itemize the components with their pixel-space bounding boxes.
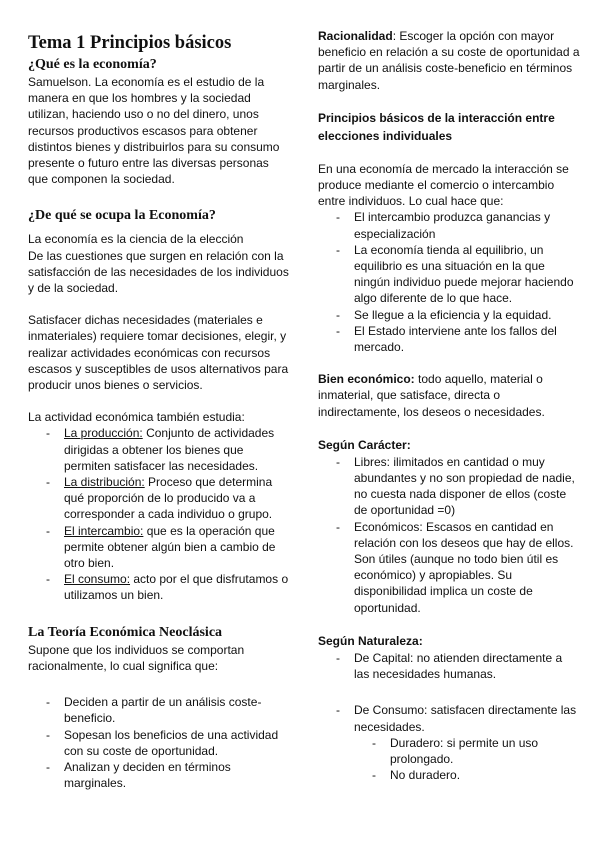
racionalidad-paragraph [318, 28, 580, 93]
paragraph-ciencia-eleccion [28, 231, 290, 296]
list-item: - De Capital: no atienden directamente a las necesidades humanas. [318, 650, 580, 682]
list-item: - Libres: ilimitados en cantidad o muy abundantes y no son propiedad de nadie, no cuesta nada disponer de ellos (coste de oportunidad =0) [318, 454, 580, 519]
bien-economico-paragraph [318, 371, 580, 420]
page-title: Tema 1 Principios básicos [28, 33, 232, 53]
list-term: El consumo: [64, 572, 131, 587]
market-list [318, 209, 580, 355]
list-desc: que es la operación que permite obtener algún bien a cambio de otro bien. [64, 523, 276, 571]
consumo-sublist [354, 735, 580, 784]
heading-segun-naturaleza: Según Naturaleza: [318, 633, 423, 648]
bien-economico-text: todo aquello, material o inmaterial, que satisface, directa o indirectamente, los deseos o necesidades. [318, 372, 545, 419]
list-item: - El intercambio produzca ganancias y especialización [318, 209, 580, 241]
list-item: - El Estado interviene ante los fallos del mercado. [318, 323, 580, 355]
term-racionalidad: Racionalidad [318, 29, 393, 43]
list-item: - Se llegue a la eficiencia y la equidad. [318, 307, 580, 323]
list-item [28, 474, 290, 523]
heading-teoria-neoclasica: La Teoría Económica Neoclásica [28, 624, 223, 640]
list-desc: acto por el que disfrutamos o utilizamos un bien. [64, 572, 289, 603]
consumo-list [318, 702, 580, 783]
neo-paragraph: Supone que los individuos se comportan racionalmente, lo cual significa que: [28, 642, 245, 673]
heading-principios-interaccion: Principios básicos de la interacción entre elecciones individuales [318, 110, 555, 143]
list-desc: Proceso que determina qué proporción de lo producido va a corresponder a cada individuo o grupo. [64, 475, 273, 522]
sub-list-item: - Duradero: si permite un uso prolongado. [354, 735, 580, 767]
list-text: De Consumo: satisfacen directamente las necesidades. [354, 703, 577, 734]
list-term: La producción: [64, 426, 143, 441]
list-item: - Analizan y deciden en términos marginales. [28, 759, 290, 791]
list-item: - La economía tienda al equilibrio, un equilibrio es una situación en la que ningún individuo puede mejorar haciendo algo diferente de lo que hace. [318, 242, 580, 307]
list-desc: Conjunto de actividades dirigidas a obtener los bienes que permiten satisfacer las necesidades. [64, 426, 275, 473]
heading-que-es-economia: ¿Qué es la economía? [28, 57, 157, 72]
right-column [318, 28, 580, 783]
market-paragraph: En una economía de mercado la interacción se produce mediante el comercio o intercambio entre individuos. Lo cual hace que: [318, 161, 569, 209]
list-item: - Deciden a partir de un análisis coste-beneficio. [28, 694, 290, 726]
list-item [28, 523, 290, 572]
left-column [28, 26, 290, 791]
paragraph-line: De las cuestiones que surgen en relación con la satisfacción de las necesidades de los individuos y de la sociedad. [28, 248, 289, 296]
list-term: El intercambio: [64, 523, 144, 538]
racionalidad-text: : Escoger la opción con mayor beneficio en relación a su coste de oportunidad a partir de un análisis coste-beneficio en términos marginales. [318, 29, 580, 92]
naturaleza-list [318, 650, 580, 682]
heading-de-que-se-ocupa: ¿De qué se ocupa la Economía? [28, 208, 216, 224]
neo-list [28, 694, 290, 791]
caracter-list [318, 454, 580, 616]
list-item [28, 425, 290, 474]
term-bien-economico: Bien económico: [318, 372, 415, 387]
activities-intro: La actividad económica también estudia: [28, 410, 245, 425]
paragraph-satisfacer: Satisfacer dichas necesidades (materiales e inmateriales) requiere tomar decisiones, elegir, y realizar actividades económicas con recursos escasos y susceptibles de usos alternativos para producir unos bienes o servicios. [28, 313, 289, 393]
list-item [28, 571, 290, 603]
definition-paragraph: Samuelson. La economía es el estudio de la manera en que los hombres y la sociedad utilizan, haciendo uso o no del dinero, unos recursos productivos escasos para obtener distintos bienes y distribuirlos para su consumo presente o futuro entre las diversas personas que componen la sociedad. [28, 75, 280, 187]
heading-segun-caracter: Según Carácter: [318, 437, 411, 452]
list-item [318, 702, 580, 783]
list-item: - Sopesan los beneficios de una actividad con su coste de oportunidad. [28, 727, 290, 759]
sub-list-item: - No duradero. [354, 767, 580, 783]
list-item: - Económicos: Escasos en cantidad en relación con los deseos que hay de ellos. Son útiles (aunque no todo bien útil es económico) y apropiables. Su disponibilidad implica un coste de oportunidad. [318, 519, 580, 616]
paragraph-line: La economía es la ciencia de la elección [28, 232, 244, 247]
activities-list [28, 425, 290, 603]
list-term: La distribución: [64, 475, 145, 490]
